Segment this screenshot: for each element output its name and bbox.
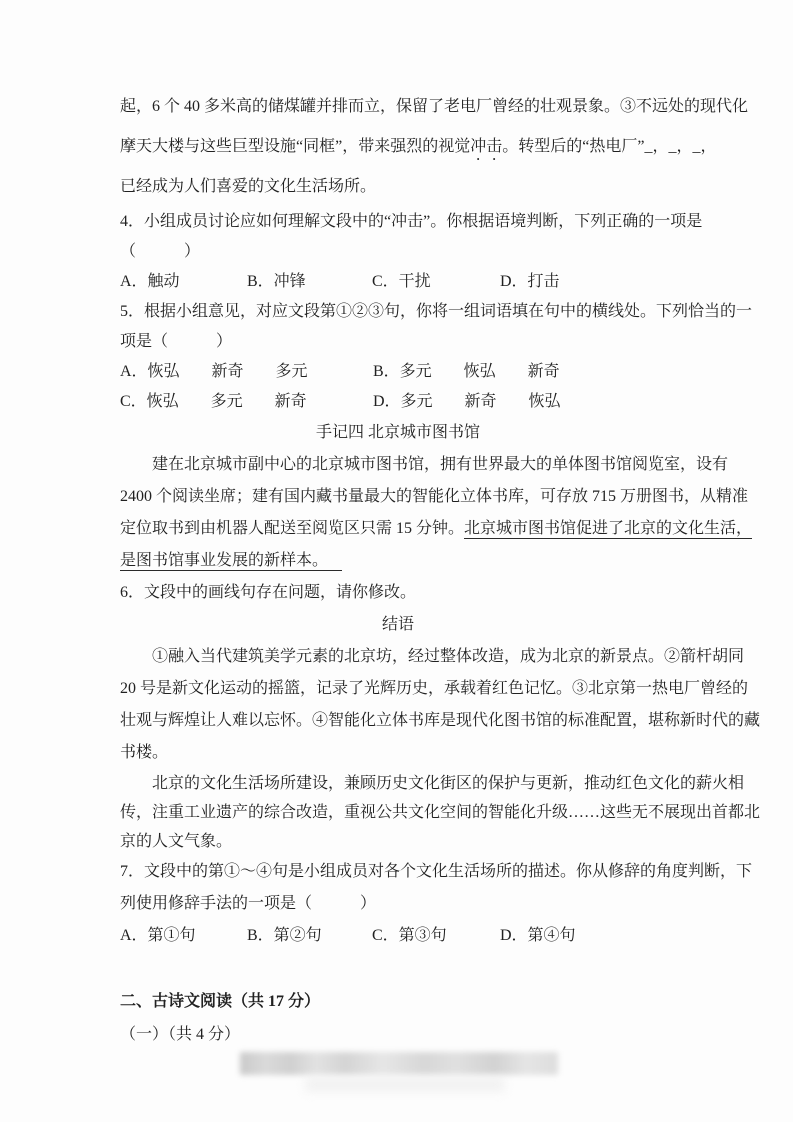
note4-text: 定位取书到由机器人配送至阅览区只需 15 分钟。 [120, 520, 465, 537]
exam-content [120, 87, 761, 1051]
note4-line: 建在北京城市副中心的北京城市图书馆，拥有世界最大的单体图书馆阅览室，设有 [152, 456, 729, 473]
option-b: B．多元 恢弘 新奇 [373, 363, 560, 380]
note4-line: 2400 个阅读坐席；建有国内藏书量最大的智能化立体书库，可存放 715 万册图书，从精准 [120, 488, 749, 505]
question-6-stem: 6．文段中的画线句存在问题，请你修改。 [120, 584, 417, 601]
section-2-heading: 二、古诗文阅读（共 17 分） [120, 993, 321, 1010]
section-2-subheading: （一）（共 4 分） [120, 1026, 241, 1043]
passage-line [120, 127, 717, 167]
option-d: D．多元 新奇 恢弘 [373, 393, 561, 410]
note4-line [120, 545, 676, 577]
conclusion-line: 书楼。 [120, 744, 169, 761]
emphasized-word: 冲击 [470, 138, 503, 155]
question-4-stem: 4．小组成员讨论应如何理解文段中的“冲击”。你根据语境判断，下列正确的一项是 [120, 213, 703, 230]
underlined-sentence: 是图书馆事业发展的新样本。 [120, 552, 342, 571]
option-b: B．冲锋 [247, 273, 306, 290]
option-c: C．恢弘 多元 新奇 [120, 393, 307, 410]
conclusion-line: 传，注重工业遗产的综合改造，重视公共文化空间的智能化升级……这些无不展现出首都北 [120, 804, 761, 821]
question-7-stem: 列使用修辞手法的一项是（ ） [120, 895, 377, 912]
conclusion-line: ①融入当代建筑美学元素的北京坊，经过整体改造，成为北京的新景点。②箭杆胡同 [152, 648, 745, 665]
question-5-options-row2 [120, 387, 676, 417]
question-4-options [120, 267, 676, 297]
passage-line: 起，6 个 40 多米高的储煤罐并排而立，保留了老电厂曾经的壮观景象。③不远处的现代化 [120, 98, 749, 115]
option-b: B．第②句 [247, 927, 322, 944]
conclusion-heading: 结语 [381, 616, 414, 633]
question-7-options [120, 920, 676, 952]
option-a: A．触动 [120, 273, 180, 290]
question-7-stem: 7．文段中的第①～④句是小组成员对各个文化生活场所的描述。你从修辞的角度判断，下 [120, 863, 753, 880]
question-5-stem: 5．根据小组意见，对应文段第①②③句，你将一组词语填在句中的横线处。下列恰当的一 [120, 303, 753, 320]
passage-text: 摩天大楼与这些巨型设施“同框”，带来强烈的视觉 [120, 138, 471, 155]
question-5-options-row1 [120, 357, 676, 387]
conclusion-line: 京的人文气象。 [120, 833, 233, 850]
option-c: C．干扰 [372, 273, 431, 290]
note4-heading: 手记四 北京城市图书馆 [315, 424, 480, 441]
passage-text: 。转型后的“热电厂”_，_，_， [502, 138, 717, 155]
option-d: D．第④句 [500, 927, 576, 944]
note4-line [120, 513, 753, 545]
passage-line: 已经成为人们喜爱的文化生活场所。 [120, 178, 377, 195]
redacted-watermark [240, 1052, 558, 1075]
conclusion-line: 20 号是新文化运动的摇篮，记录了光辉历史，承载着红色记忆。③北京第一热电厂曾经的 [120, 680, 749, 697]
conclusion-line: 北京的文化生活场所建设，兼顾历史文化街区的保护与更新，推动红色文化的薪火相 [152, 775, 745, 792]
redacted-watermark-smudge [305, 1077, 505, 1092]
underlined-sentence: 北京城市图书馆促进了北京的文化生活， [464, 520, 753, 537]
conclusion-line: 壮观与辉煌让人难以忘怀。④智能化立体书库是现代化图书馆的标准配置，堪称新时代的藏 [120, 712, 761, 729]
option-c: C．第③句 [372, 927, 447, 944]
option-a: A．第①句 [120, 927, 196, 944]
question-4-answer-blank: （ ） [120, 243, 201, 260]
question-5-answer-blank: 项是（ ） [120, 333, 233, 350]
option-a: A．恢弘 新奇 多元 [120, 363, 308, 380]
option-d: D．打击 [500, 273, 560, 290]
